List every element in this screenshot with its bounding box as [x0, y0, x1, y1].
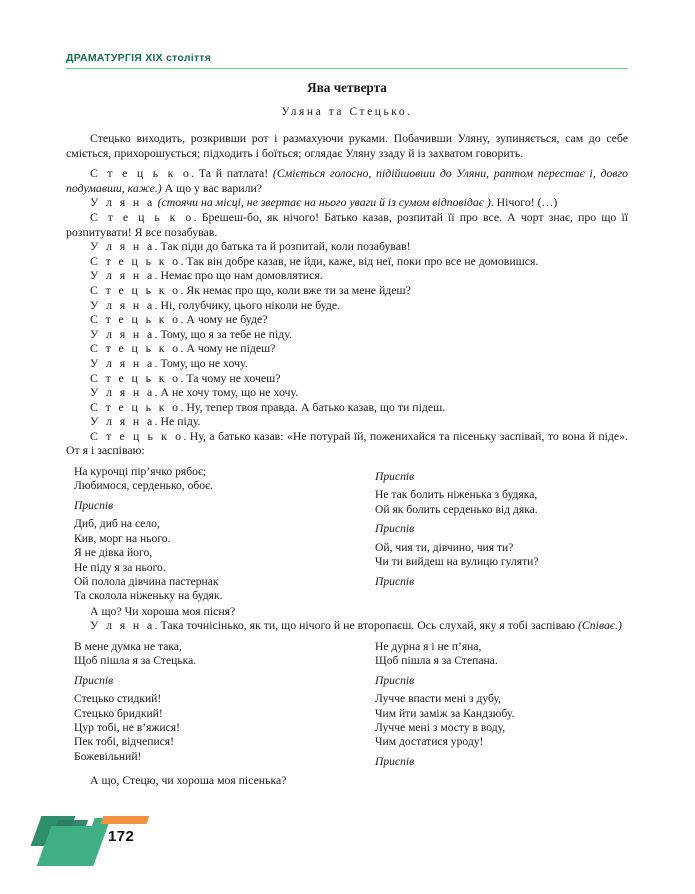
- verse-line: Не дурна я і не п’яна,: [375, 639, 482, 653]
- verse-refrain-label: Приспів: [375, 470, 415, 484]
- dialogue-text: . Ні, голубчику, цього ніколи не буде.: [154, 297, 341, 312]
- dialogue-text: . Та й патлата!: [191, 166, 273, 181]
- dialogue-line: [66, 429, 628, 458]
- verse-line: Я не дівка його,: [74, 546, 153, 560]
- verse-line: Пек тобі, відчепися!: [74, 735, 174, 749]
- verse-line: Не піду я за нього.: [74, 560, 166, 574]
- dialogue-speaker: У л я н а: [90, 297, 155, 312]
- verse-line: Та сколола ніженьку на будяк.: [74, 589, 223, 603]
- verse-refrain-label: Приспів: [375, 754, 415, 768]
- dialogue-speaker: У л я н а: [90, 385, 155, 400]
- dialogue-speaker: С т е ц ь к о: [90, 209, 194, 224]
- verse-line: Чи ти вийдеш на вулицю гуляти?: [375, 555, 539, 569]
- dialogue-text: . Так піди до батька та й розпитай, коли позабував!: [154, 239, 411, 254]
- mid-dialogue-text: . Така точнісінько, як ти, що нічого й не второпаєш. Ось слухай, яку я тобі заспіваю: [154, 618, 578, 633]
- dialogue-line: [66, 254, 628, 269]
- song-two-closing-question-text: А що, Стецю, чи хороша моя пісенька?: [90, 773, 287, 788]
- verse-line: Ой, чия ти, дівчино, чия ти?: [375, 540, 514, 554]
- song-one-right-column: [347, 465, 628, 604]
- running-head-label: ДРАМАТУРГІЯ XIX століття: [66, 52, 212, 64]
- dialogue-text: . А чому не підеш?: [180, 341, 276, 356]
- verse-refrain-label: Приспів: [74, 498, 114, 512]
- song-two-right-column: [347, 640, 628, 773]
- song-one: [66, 465, 628, 604]
- dialogue-text: . Брешеш-бо, як нічого! Батько казав, розпитай її про все. А чорт знає, про що її розпитувати! Я все позабував.: [66, 209, 628, 239]
- dialogue-speaker: У л я н а: [90, 355, 155, 370]
- dialogue-line: [66, 298, 628, 313]
- opening-stage-direction-text: Стецько виходить, розкривши рот і размахуючи руками. Побачивши Уляну, зупиняється, сам до себе сміється, прихорошується; підходить і боїться; оглядає Уляну ззаду й із захватом говорить.: [66, 131, 628, 160]
- dialogue-text: . Та чому не хочеш?: [180, 370, 281, 385]
- page-number: 172: [108, 828, 135, 845]
- dialogue-text: . А чому не буде?: [180, 312, 268, 327]
- verse-refrain-label: Приспів: [375, 522, 415, 536]
- verse-line: Божевільний!: [74, 749, 142, 763]
- verse-refrain-label: Приспів: [375, 574, 415, 588]
- song-one-closing-question-text: А що? Чи хороша моя пісня?: [90, 603, 236, 618]
- dialogue-speaker: У л я н а: [90, 268, 155, 283]
- dialogue-text: . Тому, що я за тебе не піду.: [154, 326, 292, 341]
- dialogue-line: [66, 385, 628, 400]
- verse-line: Не так болить ніженька з будяка,: [375, 488, 538, 502]
- dialogue-stage-direction: (Сміється голосно, підійшовши до Уляни, раптом перестає і, довго подумавши, каже.): [66, 166, 628, 195]
- dialogue-speaker: С т е ц ь к о: [90, 312, 181, 327]
- verse-line: Лучче мені з мосту в воду,: [375, 720, 506, 734]
- verse-line: Диб, диб на село,: [74, 517, 160, 531]
- song-one-closing-question: [66, 604, 628, 619]
- dialogue-speaker: С т е ц ь к о: [90, 399, 181, 414]
- page-footer: [36, 816, 196, 872]
- scene-title: Ява четверта: [307, 80, 387, 95]
- dialogue-line: [66, 195, 628, 210]
- dialogue-text: . Тому, що не хочу.: [154, 355, 248, 370]
- dialogue-line: [66, 312, 628, 327]
- verse-line: Цур тобі, не в’яжися!: [74, 720, 180, 734]
- dialogue-line: [66, 210, 628, 239]
- dialogue-block: [66, 166, 628, 458]
- dialogue-stage-direction: (стоячи на місці, не звертає на нього уваги й із сумом відповідає ): [157, 195, 491, 210]
- verse-line: Чим йти заміж за Кандзюбу.: [375, 706, 515, 720]
- song-two-closing-question: [66, 773, 628, 788]
- dialogue-line: [66, 268, 628, 283]
- verse-line: Щоб пішла я за Стецька.: [74, 654, 197, 668]
- dialogue-text: . Так він добре казав, не йди, каже, від неї, поки про все не домовишся.: [180, 253, 539, 268]
- dialogue-line: [66, 283, 628, 298]
- song-two-left-column: [66, 640, 347, 773]
- dialogue-text: . Як немає про що, коли вже ти за мене йдеш?: [180, 282, 411, 297]
- song-one-left-column: [66, 465, 347, 604]
- dialogue-speaker: С т е ц ь к о: [90, 166, 192, 181]
- dialogue-speaker: С т е ц ь к о: [90, 428, 184, 443]
- verse-line: Ой полола дівчина пастернак: [74, 574, 219, 588]
- dialogue-line: [66, 400, 628, 415]
- page-content: [66, 80, 628, 788]
- dialogue-speaker: С т е ц ь к о: [90, 370, 181, 385]
- verse-line: Стецько стидкий!: [74, 692, 162, 706]
- dialogue-speaker: С т е ц ь к о: [90, 282, 181, 297]
- dialogue-speaker: С т е ц ь к о: [90, 341, 181, 356]
- dialogue-text: . Ну, тепер твоя правда. А батько казав, що ти підеш.: [180, 399, 446, 414]
- dialogue-line: [66, 166, 628, 195]
- verse-line: В мене думка не така,: [74, 639, 182, 653]
- dialogue-line: [66, 371, 628, 386]
- dialogue-text: . А не хочу тому, що не хочу.: [154, 385, 299, 400]
- dialogue-speaker: У л я н а: [90, 239, 155, 254]
- dialogue-text: . Не піду.: [154, 414, 201, 429]
- dialogue-speaker: У л я н а: [90, 326, 155, 341]
- dialogue-speaker: У л я н а: [90, 414, 155, 429]
- dialogue-line: [66, 239, 628, 254]
- verse-line: Чим достатися уроду!: [375, 735, 484, 749]
- dialogue-text: . Ну, а батько казав: «Не потурай їй, поженихайся та пісеньку заспівай, то вона й піде». От я і заспіваю:: [66, 428, 628, 458]
- song-two: [66, 640, 628, 773]
- verse-line: Лучче впасти мені з дубу,: [375, 692, 502, 706]
- dialogue-speaker: С т е ц ь к о: [90, 253, 181, 268]
- dialogue-text-tail: А що у вас варили?: [161, 180, 263, 195]
- running-head: [66, 52, 628, 69]
- mid-dialogue-speaker: У л я н а: [90, 618, 155, 633]
- verse-line: Кив, морг на нього.: [74, 531, 171, 545]
- verse-line: Стецько бридкий!: [74, 706, 163, 720]
- dialogue-speaker: У л я н а: [90, 195, 155, 210]
- mid-dialogue-stage: (Співає.): [577, 618, 622, 633]
- dialogue-text: . Немає про що нам домовлятися.: [154, 268, 323, 283]
- opening-stage-direction: [66, 131, 628, 160]
- verse-line: Ой як болить серденько від дяка.: [375, 502, 538, 516]
- verse-line: На курочці пір’ячко рябоє;: [74, 465, 207, 479]
- dialogue-line: [66, 356, 628, 371]
- dialogue-line: [66, 341, 628, 356]
- verse-line: Любимося, серденько, обоє.: [74, 479, 213, 493]
- mid-dialogue-line: [66, 618, 628, 633]
- verse-refrain-label: Приспів: [375, 673, 415, 687]
- dialogue-line: [66, 414, 628, 429]
- dialogue-text-tail: . Нічого! (…): [490, 195, 558, 210]
- verse-line: Щоб пішла я за Степана.: [375, 654, 498, 668]
- running-head-rule: [66, 68, 628, 69]
- dialogue-line: [66, 327, 628, 342]
- scene-cast-list: Уляна та Стецько.: [281, 106, 413, 118]
- verse-refrain-label: Приспів: [74, 673, 114, 687]
